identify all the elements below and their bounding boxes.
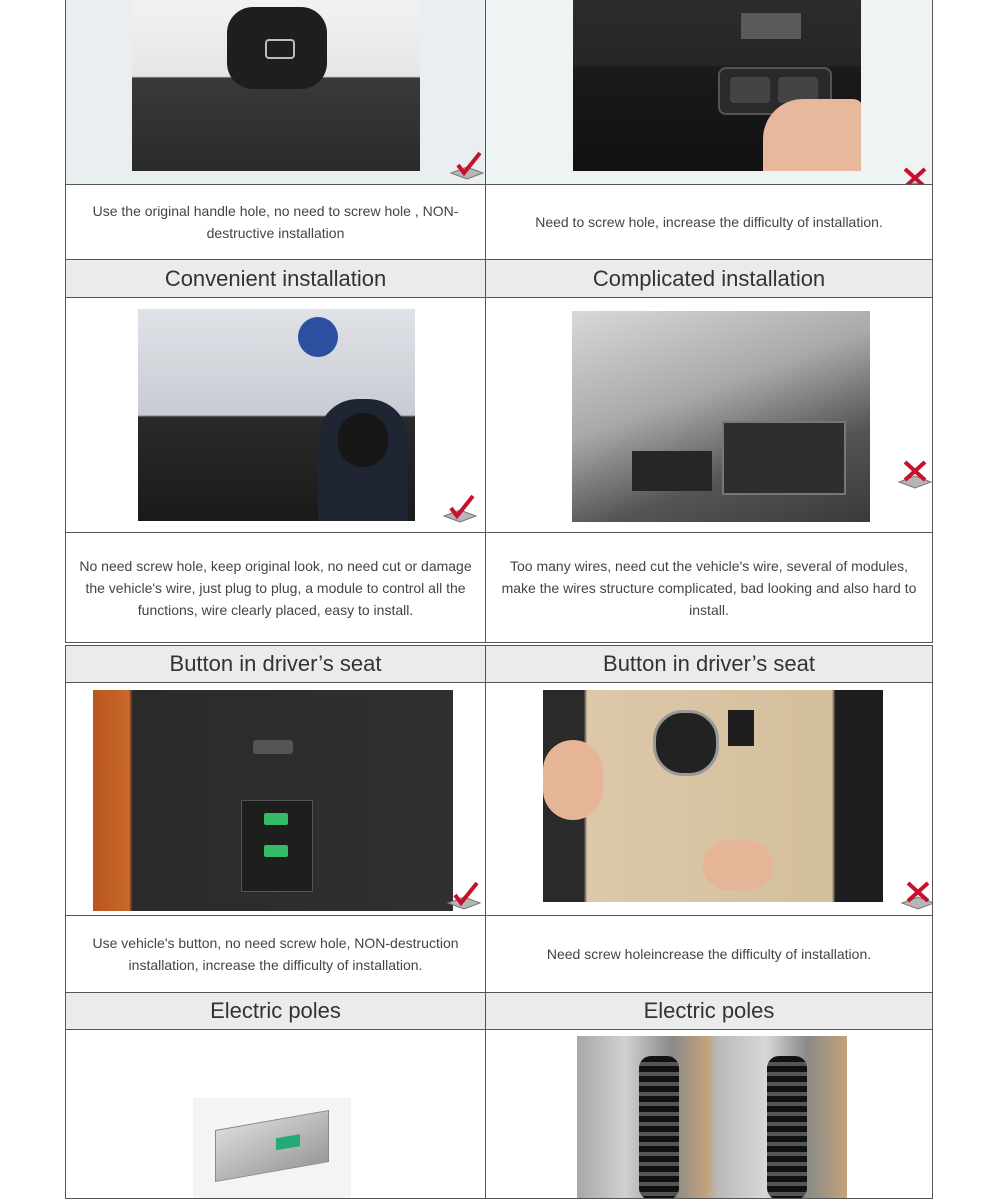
- trunk-switch-photo: [573, 0, 861, 171]
- row1-right-caption: [485, 184, 933, 260]
- panel-installation-photo: [543, 690, 883, 902]
- row1-left-caption: [65, 184, 486, 260]
- blue-cover: [298, 317, 338, 357]
- row3-left-caption: [65, 915, 486, 993]
- row2-right-caption: [485, 532, 933, 643]
- caption-text: Use the original handle hole, no need to screw hole , NON-destructive installation: [92, 203, 459, 241]
- green-indicator: [264, 845, 288, 857]
- switch-panel: [241, 800, 313, 892]
- module-box: [215, 1110, 329, 1182]
- cross-mark-icon: [900, 879, 933, 911]
- heading-text: Electric poles: [643, 998, 775, 1023]
- check-mark-icon: [446, 879, 482, 911]
- row2-right-photo-cell: [485, 297, 933, 533]
- row3-right-heading: [485, 645, 933, 683]
- handle-pad: [227, 7, 327, 89]
- connector: [276, 1134, 300, 1150]
- row2-left-caption: [65, 532, 486, 643]
- caption-text: Too many wires, need cut the vehicle's wire, several of modules, make the wires structure complicated, bad looking and also hard to install.: [501, 557, 917, 618]
- row2-left-heading: [65, 259, 486, 298]
- strut-spring: [639, 1056, 679, 1199]
- row3-left-photo-cell: [65, 682, 486, 916]
- switch-hole: [741, 13, 801, 39]
- row2-right-heading: [485, 259, 933, 298]
- row3-right-caption: [485, 915, 933, 993]
- hand: [703, 840, 773, 890]
- strut-spring: [767, 1056, 807, 1199]
- row2-left-photo-cell: [65, 297, 486, 533]
- dashboard-button-photo: [93, 690, 453, 911]
- messy-wiring-photo: [572, 311, 870, 522]
- row3-right-photo-cell: [485, 682, 933, 916]
- heading-text: Complicated installation: [592, 265, 826, 291]
- row1-left-photo-cell: [65, 0, 486, 185]
- dash-buttons: [253, 740, 293, 754]
- caption-text: Use vehicle's button, no need screw hole, NON-destruction installation, increase the difficulty of installation.: [92, 935, 459, 973]
- fuse-box: [722, 421, 846, 495]
- heading-text: Button in driver’s seat: [603, 651, 815, 676]
- heading-text: Convenient installation: [164, 265, 387, 291]
- electric-struts-photo: [577, 1036, 847, 1199]
- caption-text: No need screw hole, keep original look, no need cut or damage the vehicle's wire, just plug to plug, a module to control all the functions, wire clearly placed, easy to install.: [79, 557, 472, 618]
- row4-right-photo-cell: [485, 1029, 933, 1199]
- check-mark-icon: [449, 149, 485, 181]
- tailgate-handle-photo: [132, 0, 420, 171]
- green-indicator: [264, 813, 288, 825]
- hand: [763, 99, 861, 171]
- control-module-photo: [193, 1098, 351, 1198]
- cross-mark-icon: [897, 165, 933, 185]
- watermark: [0, 61, 17, 113]
- row4-left-photo-cell: [65, 1029, 486, 1199]
- small-switch: [728, 710, 754, 746]
- cross-mark-icon: [897, 458, 933, 490]
- heading-text: Button in driver’s seat: [169, 651, 382, 676]
- installer-wiring-photo: [138, 309, 415, 521]
- caption-text: Need screw holeincrease the difficulty of installation.: [546, 946, 872, 962]
- car-trunk-icon: [265, 39, 295, 59]
- light-switch: [653, 710, 719, 776]
- caption-text: Need to screw hole, increase the difficulty of installation.: [535, 214, 883, 230]
- installer-head: [338, 413, 388, 467]
- heading-text: Electric poles: [210, 998, 341, 1023]
- check-mark-icon: [442, 492, 478, 524]
- row1-right-photo-cell: [485, 0, 933, 185]
- row4-left-heading: [65, 992, 486, 1030]
- car-trunk-icon: [730, 77, 770, 103]
- row3-left-heading: [65, 645, 486, 683]
- module: [632, 451, 712, 491]
- hand: [543, 740, 603, 820]
- row4-right-heading: [485, 992, 933, 1030]
